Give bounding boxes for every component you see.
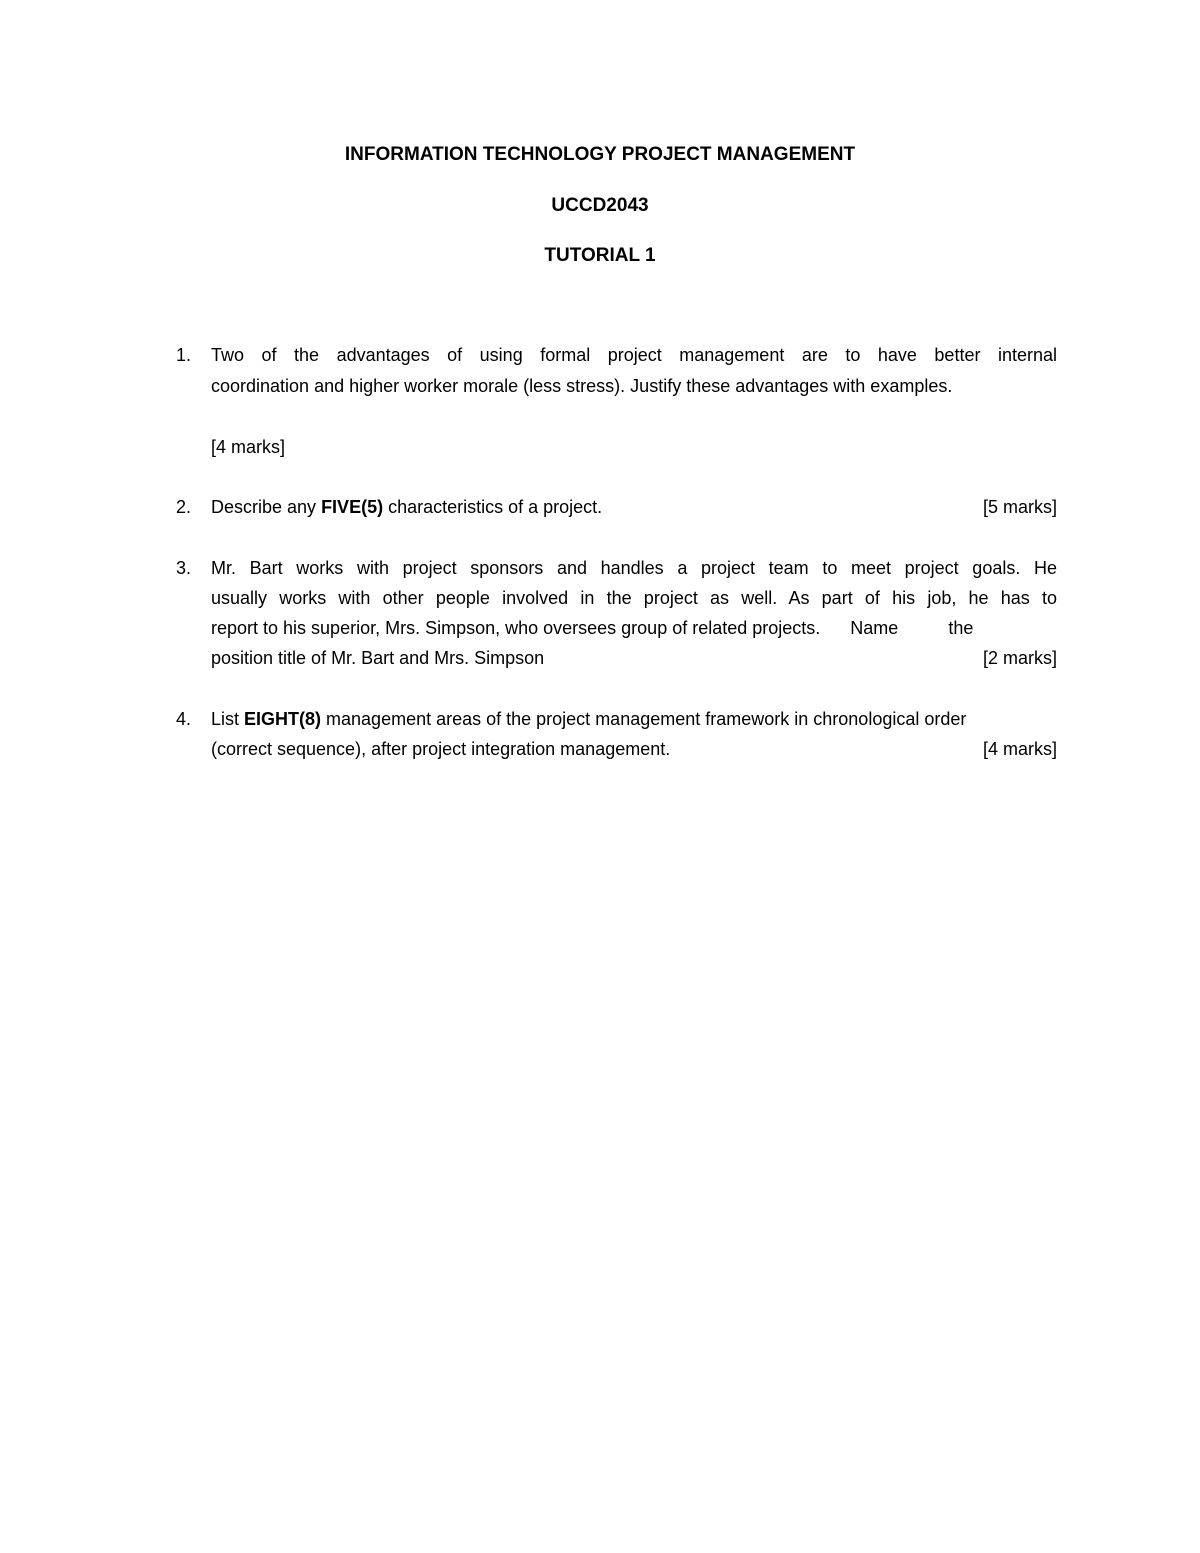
question-text-line: usually works with other people involved in the project as well. As part of his job, he has to	[211, 588, 1057, 608]
question-text: management areas of the project management framework in chronological order	[321, 709, 967, 729]
question-marks: [5 marks]	[982, 497, 1057, 517]
question-emphasis: EIGHT(8)	[244, 709, 322, 729]
course-code: UCCD2043	[551, 195, 649, 216]
question-text-line	[211, 704, 1057, 734]
question-text-line: position title of Mr. Bart and Mrs. Simpson	[211, 648, 545, 668]
question-text: characteristics of a project.	[383, 497, 603, 517]
question-text-line: report to his superior, Mrs. Simpson, who oversees group of related projects. Name the	[211, 618, 974, 638]
question-marks: [2 marks]	[982, 648, 1057, 668]
question-marks: [4 marks]	[211, 437, 286, 457]
tutorial-title: TUTORIAL 1	[544, 245, 656, 266]
question-text-line: coordination and higher worker morale (less stress). Justify these advantages with examples.	[211, 376, 953, 396]
question-number: 1.	[176, 345, 192, 365]
question-text-line	[211, 492, 1057, 522]
question-text: Describe any	[211, 497, 322, 517]
question-marks: [4 marks]	[982, 739, 1057, 759]
question-text-line: Mr. Bart works with project sponsors and handles a project team to meet project goals. He	[211, 558, 1057, 578]
question-number: 4.	[176, 709, 192, 729]
question-emphasis: FIVE(5)	[321, 497, 384, 517]
question-number: 2.	[176, 497, 192, 517]
question-number: 3.	[176, 558, 192, 578]
course-title: INFORMATION TECHNOLOGY PROJECT MANAGEMENT	[344, 144, 856, 165]
question-text-line: Two of the advantages of using formal project management are to have better internal	[211, 345, 1057, 365]
question-text-line: (correct sequence), after project integration management.	[211, 739, 671, 759]
question-text: List	[211, 709, 245, 729]
